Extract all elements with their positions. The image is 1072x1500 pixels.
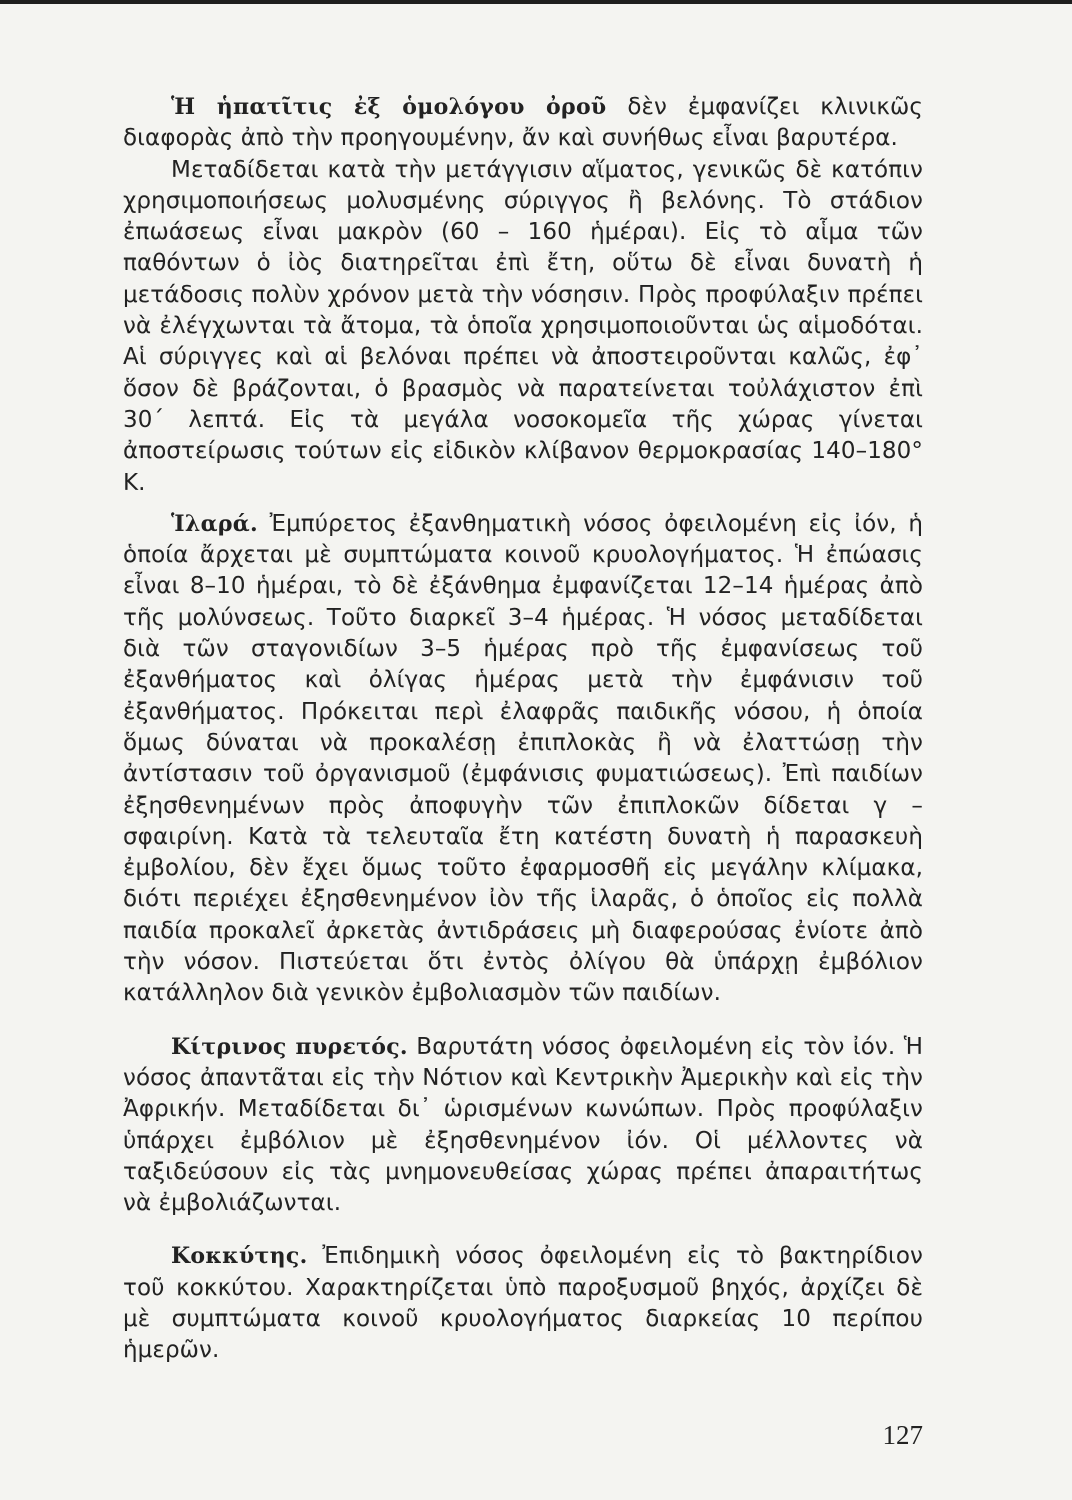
scan-top-edge (0, 0, 1072, 4)
page-body (123, 92, 923, 1367)
term-yellow-fever: Κίτρινος πυρετός. (171, 1033, 408, 1060)
paragraph-whooping-cough (123, 1241, 923, 1366)
term-whooping-cough: Κοκκύτης. (171, 1243, 308, 1270)
paragraph-hepatitis (123, 92, 923, 155)
term-measles: Ἱλαρά. (171, 510, 258, 537)
paragraph-yellow-fever (123, 1032, 923, 1220)
paragraph-text: δὲν ἐμφανίζει κλινικῶς διαφορὰς ἀπὸ τὴν προηγουμένην, ἄν καὶ συνήθως εἶναι βαρυτέρα. (123, 94, 924, 152)
paragraph-text: Ἐπιδημικὴ νόσος ὀφειλομένη εἰς τὸ βακτηρίδιον τοῦ κοκκύτου. Χαρακτηρίζεται ὑπὸ παροξυσμοῦ βηχός, ἀρχίζει δὲ μὲ συμπτώματα κοινοῦ κρυολογήματος διαρκείας 10 περίπου ἡμερῶν. (123, 1243, 923, 1364)
paragraph-text: Βαρυτάτη νόσος ὀφειλομένη εἰς τὸν ἰόν. Ἡ νόσος ἀπαντᾶται εἰς τὴν Νότιον καὶ Κεντρικὴν Ἀμερικὴν καὶ εἰς τὴν Ἀφρικήν. Μεταδίδεται δι᾽ ὡρισμένων κωνώπων. Πρὸς προφύλαξιν ὑπάρχει ἐμβόλιον μὲ ἐξησθενημένον ἰόν. Οἱ μέλλοντες νὰ ταξιδεύσουν εἰς τὰς μνημονευθείσας χώρας πρέπει ἀπαραιτήτως νὰ ἐμβολιάζωνται. (123, 1033, 924, 1217)
page-number: 127 (882, 1420, 923, 1450)
paragraph-text: Μεταδίδεται κατὰ τὴν μετάγγισιν αἵματος, γενικῶς δὲ κατόπιν χρησιμοποιήσεως μολυσμένης σύριγγος ἢ βελόνης. Τὸ στάδιον ἐπωάσεως εἶναι μακρὸν (60 – 160 ἡμέραι). Εἰς τὸ αἷμα τῶν παθόντων ὁ ἰὸς διατηρεῖται ἐπὶ ἔτη, οὕτω δὲ εἶναι δυνατὴ ἡ μετάδοσις πολὺν χρόνον μετὰ τὴν νόσησιν. Πρὸς προφύλαξιν πρέπει νὰ ἐλέγχωνται τὰ ἄτομα, τὰ ὁποῖα χρησιμοποιοῦνται ὡς αἱμοδόται. Αἱ σύριγγες καὶ αἱ βελόναι πρέπει νὰ ἀποστειροῦνται καλῶς, ἐφ᾽ ὅσον δὲ βράζονται, ὁ βρασμὸς νὰ παρατείνεται τοὐλάχιστον ἐπὶ 30΄ λεπτά. Εἰς τὰ μεγάλα νοσοκομεῖα τῆς χώρας γίνεται ἀποστείρωσις τούτων εἰς εἰδικὸν κλίβανον θερμοκρασίας 140–180° Κ. (123, 156, 923, 496)
term-hepatitis-serum: Ἡ ἡπατῖτις ἐξ ὁμολόγου ὀροῦ (171, 94, 607, 120)
paragraph-transmission (123, 155, 923, 499)
paragraph-measles (123, 509, 923, 1010)
paragraph-text: Ἐμπύρετος ἐξανθηματικὴ νόσος ὀφειλομένη εἰς ἰόν, ἡ ὁποία ἄρχεται μὲ συμπτώματα κοινοῦ κρυολογήματος. Ἡ ἐπώασις εἶναι 8–10 ἡμέραι, τὸ δὲ ἐξάνθημα ἐμφανίζεται 12–14 ἡμέρας ἀπὸ τῆς μολύνσεως. Τοῦτο διαρκεῖ 3–4 ἡμέρας. Ἡ νόσος μεταδίδεται διὰ τῶν σταγονιδίων 3–5 ἡμέρας πρὸ τῆς ἐμφανίσεως τοῦ ἐξανθήματος καὶ ὀλίγας ἡμέρας μετὰ τὴν ἐμφάνισιν τοῦ ἐξανθήματος. Πρόκειται περὶ ἐλαφρᾶς παιδικῆς νόσου, ἡ ὁποία ὅμως δύναται νὰ προκαλέσῃ ἐπιπλοκὰς ἢ νὰ ἐλαττώσῃ τὴν ἀντίστασιν τοῦ ὀργανισμοῦ (ἐμφάνισις φυματιώσεως). Ἐπὶ παιδίων ἐξησθενημένων πρὸς ἀποφυγὴν τῶν ἐπιπλοκῶν δίδεται γ – σφαιρίνη. Κατὰ τὰ τελευταῖα ἔτη κατέστη δυνατὴ ἡ παρασκευὴ ἐμβολίου, δὲν ἔχει ὅμως τοῦτο ἐφαρμοσθῆ εἰς μεγάλην κλίμακα, διότι περιέχει ἐξησθενημένον ἰὸν τῆς ἱλαρᾶς, ὁ ὁποῖος εἰς πολλὰ παιδία προκαλεῖ ἀρκετὰς ἀντιδράσεις μὴ διαφερούσας ἐνίοτε ἀπὸ τὴν νόσον. Πιστεύεται ὅτι ἐντὸς ὀλίγου θὰ ὑπάρχῃ ἐμβόλιον κατάλληλον διὰ γενικὸν ἐμβολιασμὸν τῶν παιδίων. (123, 510, 923, 1007)
